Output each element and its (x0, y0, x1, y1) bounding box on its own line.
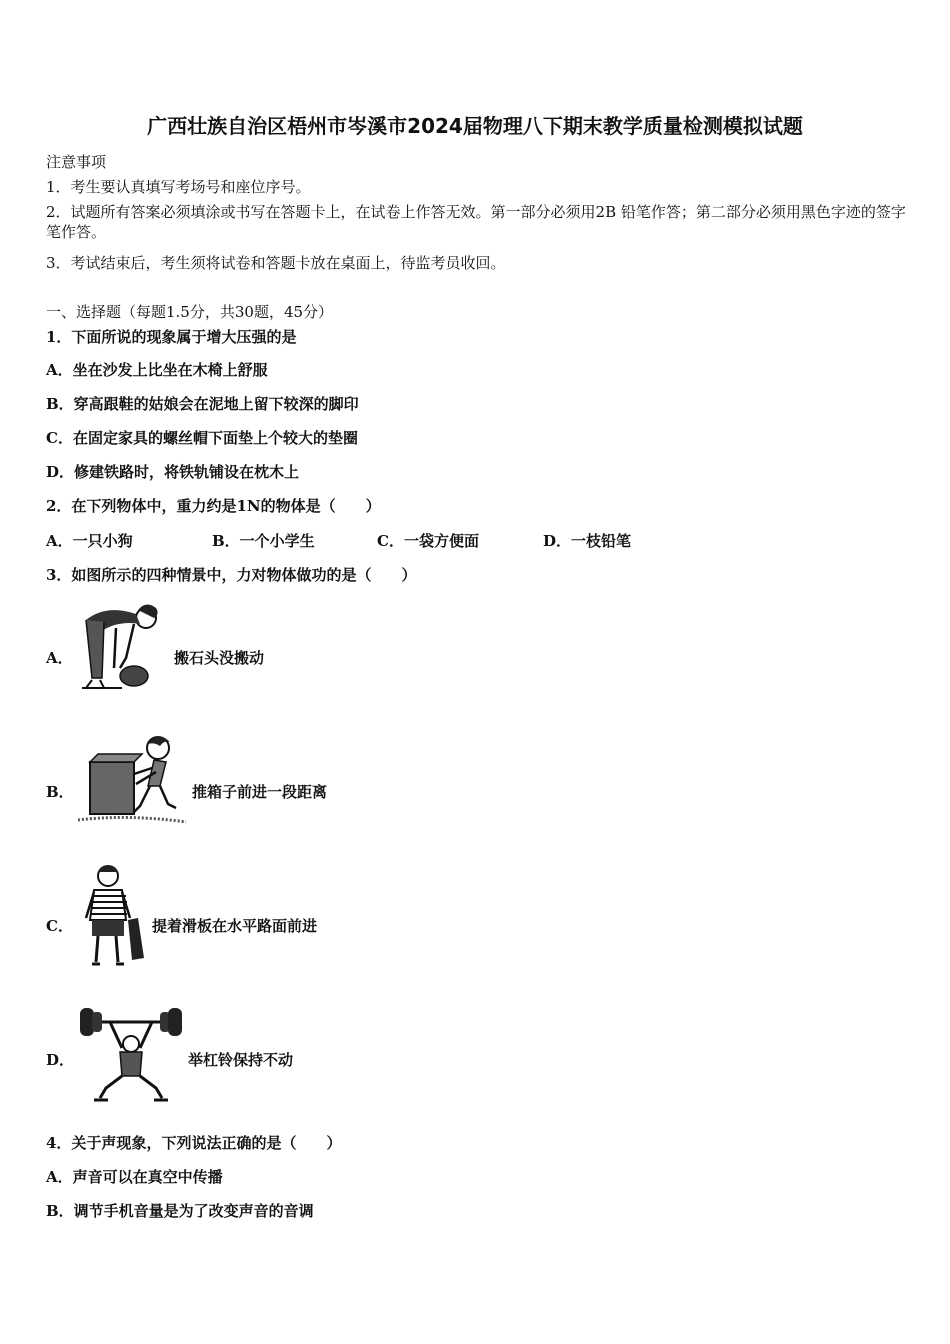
question-1-option-a: A．坐在沙发上比坐在木椅上舒服 (46, 361, 268, 379)
question-3-option-d-letter: D． (46, 1051, 75, 1069)
question-4-option-b: B．调节手机音量是为了改变声音的音调 (46, 1202, 314, 1220)
question-3-option-d-text: 举杠铃保持不动 (188, 1051, 294, 1069)
exam-title: 广西壮族自治区梧州市岑溪市2024届物理八下期末教学质量检测模拟试题 (147, 114, 803, 138)
question-3-option-b-text: 推箱子前进一段距离 (192, 783, 328, 801)
question-2-option-d: D．一枝铅笔 (543, 532, 632, 550)
question-2-stem: 2．在下列物体中，重力约是1N的物体是（ ） (46, 497, 381, 515)
notice-item-1: 1．考生要认真填写考场号和座位序号。 (46, 178, 311, 196)
person-carrying-skateboard-icon (76, 862, 148, 972)
weightlifter-icon (76, 1000, 186, 1104)
question-1-stem: 1．下面所说的现象属于增大压强的是 (46, 328, 297, 346)
question-3-option-c-text: 提着滑板在水平路面前进 (152, 917, 318, 935)
question-1-option-c: C．在固定家具的螺丝帽下面垫上个较大的垫圈 (46, 429, 358, 447)
question-3-option-a-letter: A． (46, 649, 73, 667)
question-3-option-a-text: 搬石头没搬动 (174, 649, 265, 667)
question-2-option-c: C．一袋方便面 (377, 532, 479, 550)
person-pushing-box-icon (76, 732, 188, 828)
notice-heading: 注意事项 (46, 153, 107, 171)
question-4-option-a: A．声音可以在真空中传播 (46, 1168, 223, 1186)
section-heading: 一、选择题（每题1.5分，共30题，45分） (46, 303, 334, 321)
person-lifting-rock-icon (76, 600, 172, 692)
question-3-option-b-letter: B． (46, 783, 74, 801)
question-2-option-b: B．一个小学生 (212, 532, 315, 550)
question-1-option-b: B．穿高跟鞋的姑娘会在泥地上留下较深的脚印 (46, 395, 359, 413)
question-2-option-a: A．一只小狗 (46, 532, 133, 550)
question-1-option-d: D．修建铁路时，将铁轨铺设在枕木上 (46, 463, 300, 481)
notice-item-3: 3．考试结束后，考生须将试卷和答题卡放在桌面上，待监考员收回。 (46, 254, 506, 272)
notice-item-2: 2．试题所有答案必须填涂或书写在答题卡上，在试卷上作答无效。第一部分必须用2B 铅笔作答；第二部分必须用黑色字迹的签字笔作答。 (46, 203, 906, 241)
question-3-stem: 3．如图所示的四种情景中，力对物体做功的是（ ） (46, 566, 417, 584)
question-4-stem: 4．关于声现象，下列说法正确的是（ ） (46, 1134, 342, 1152)
question-3-option-c-letter: C． (46, 917, 73, 935)
